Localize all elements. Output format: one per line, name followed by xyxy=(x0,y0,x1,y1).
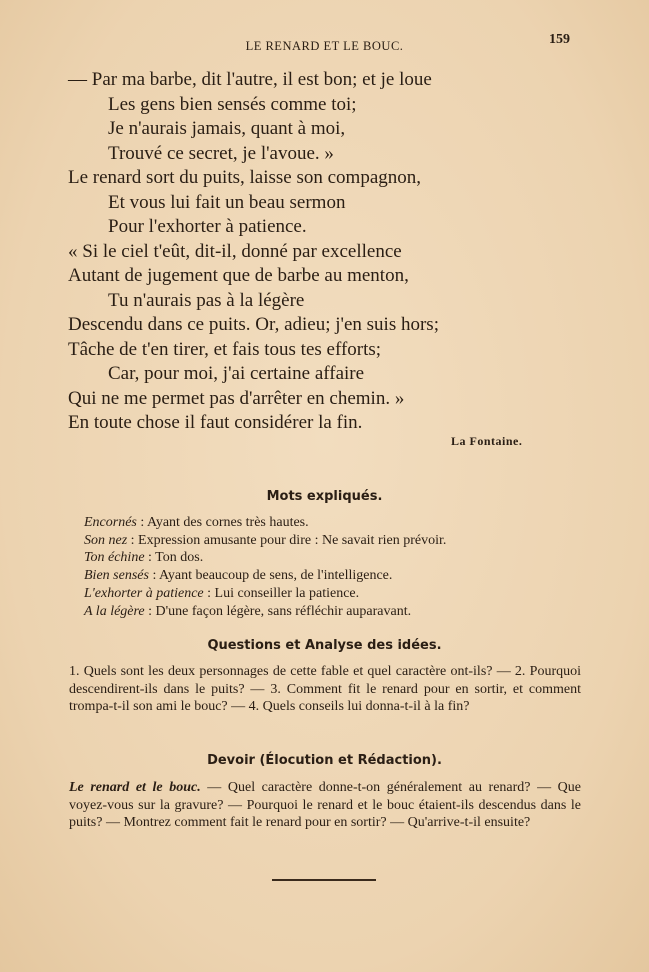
glossary-term: Bien sensés xyxy=(84,568,149,584)
glossary-item xyxy=(84,549,584,567)
poem-line: Car, pour moi, j'ai certaine affaire xyxy=(108,363,365,384)
glossary-item xyxy=(84,532,584,550)
devoir-body: — Quel caractère donne-t-on généralement au renard? — Que voyez-vous sur la gravure? — Pourquoi le renard et le bouc étaient-ils descendus dans le puits? — Montrez comment fait le renard pour en sortir? — Qu'arrive-t-il ensuite? xyxy=(69,780,581,830)
poem-line: Et vous lui fait un beau sermon xyxy=(108,191,346,213)
closing-rule xyxy=(272,879,376,881)
poem-line: Descendu dans ce puits. Or, adieu; j'en suis hors; xyxy=(68,314,439,335)
glossary-definition: : Ton dos. xyxy=(144,550,204,566)
glossary-term: Ton échine xyxy=(84,550,145,566)
poem-line: « Si le ciel t'eût, dit-il, donné par excellence xyxy=(68,240,402,262)
devoir-title: Devoir (Élocution et Rédaction). xyxy=(207,753,442,768)
glossary-definition: : Lui conseiller la patience. xyxy=(203,585,360,601)
poem-line: Pour l'exhorter à patience. xyxy=(108,216,307,237)
glossary-term: A la légère xyxy=(84,603,145,619)
glossary-definition: : Ayant des cornes très hautes. xyxy=(136,515,309,530)
glossary-item xyxy=(84,603,584,621)
glossary-definition: : Expression amusante pour dire : Ne savait rien prévoir. xyxy=(127,532,447,548)
poem-line: Trouvé ce secret, je l'avoue. » xyxy=(108,142,334,164)
devoir-text xyxy=(69,779,581,832)
poem-line: Tâche de t'en tirer, et fais tous tes efforts; xyxy=(68,338,382,360)
glossary-term: Son nez xyxy=(84,532,128,548)
questions-title: Questions et Analyse des idées. xyxy=(207,638,442,653)
poem-line: Qui ne me permet pas d'arrêter en chemin. » xyxy=(68,387,405,409)
poem-line: Les gens bien sensés comme toi; xyxy=(108,93,357,115)
poem-line: En toute chose il faut considérer la fin. xyxy=(68,412,363,433)
poem-line: Autant de jugement que de barbe au menton, xyxy=(68,265,409,286)
poem-line: Le renard sort du puits, laisse son compagnon, xyxy=(68,167,422,188)
questions-text: 1. Quels sont les deux personnages de cette fable et quel caractère ont-ils? — 2. Pourquoi descendirent-ils dans le puits? — 3. Comment fit le renard pour en sortir, et comment trompa-t-il son ami le bouc? — 4. Quels conseils lui donna-t-il à la fin? xyxy=(69,664,581,714)
glossary-title: Mots expliqués. xyxy=(266,489,383,504)
glossary-definition: : Ayant beaucoup de sens, de l'intelligence. xyxy=(148,568,393,584)
poem-line: Tu n'aurais pas à la légère xyxy=(108,289,305,311)
glossary-term: L'exhorter à patience xyxy=(84,585,204,601)
page-number: 159 xyxy=(549,32,570,47)
glossary-item xyxy=(84,585,584,603)
poem-line: Je n'aurais jamais, quant à moi, xyxy=(108,118,346,139)
running-title: LE RENARD ET LE BOUC. xyxy=(245,39,404,53)
poem-line: — Par ma barbe, dit l'autre, il est bon; et je loue xyxy=(68,69,432,90)
glossary-item xyxy=(84,514,584,532)
glossary-definition: : D'une façon légère, sans réfléchir auparavant. xyxy=(144,603,412,619)
glossary-item xyxy=(84,567,584,585)
attribution: La Fontaine. xyxy=(451,434,523,448)
glossary-list xyxy=(84,514,584,620)
glossary-term: Encornés xyxy=(84,515,137,530)
devoir-lead: Le renard et le bouc. xyxy=(69,780,201,795)
